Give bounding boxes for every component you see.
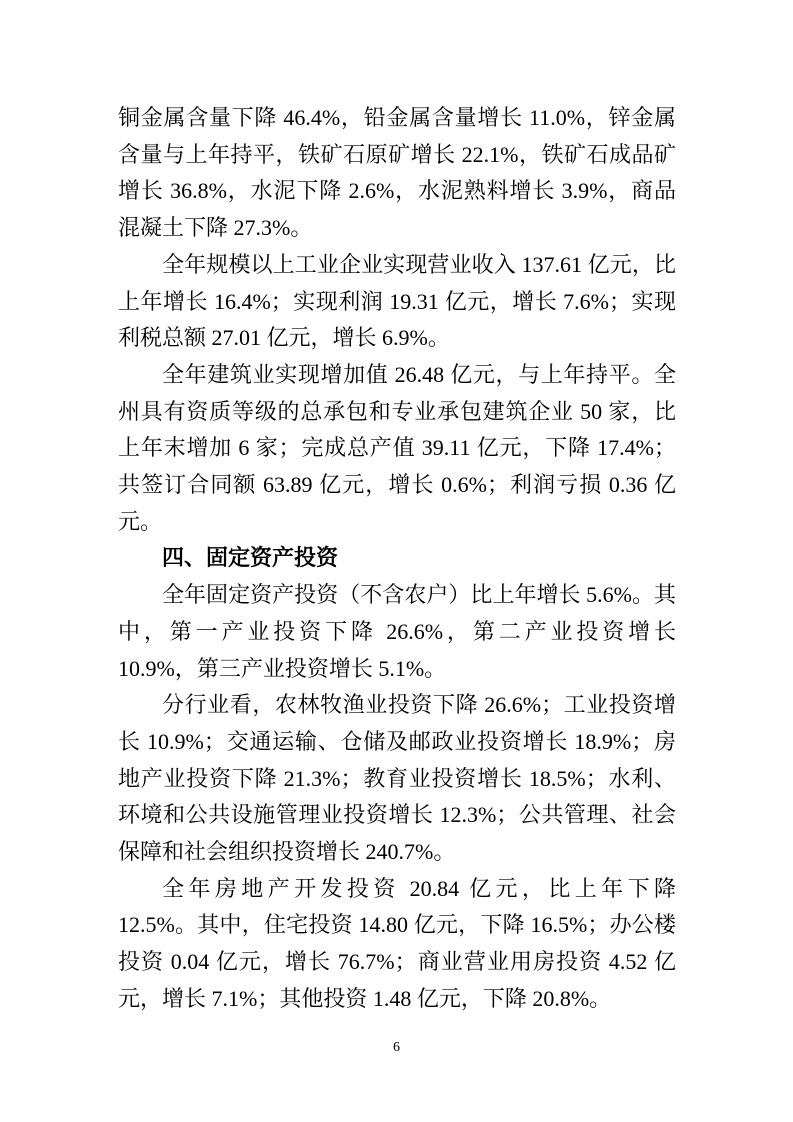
paragraph-investment-by-industry: 分行业看，农林牧渔业投资下降 26.6%；工业投资增长 10.9%；交通运输、仓储及邮政业投资增长 18.9%；房地产业投资下降 21.3%；教育业投资增长 18.5%；水利、环境和公共设施管理业投资增长 12.3%；公共管理、社会保障和社会组织投资增长 240.7%。 bbox=[118, 692, 676, 865]
page-number: 6 bbox=[393, 1040, 400, 1055]
paragraph-construction-industry: 全年建筑业实现增加值 26.48 亿元，与上年持平。全州具有资质等级的总承包和专业承包建筑企业 50 家，比上年末增加 6 家；完成总产值 39.11 亿元，下降 17.4%；共签订合同额 63.89 亿元，增长 0.6%；利润亏损 0.36 亿元。 bbox=[118, 361, 676, 534]
report-body bbox=[118, 100, 676, 1018]
paragraph-fixed-asset-investment-total: 全年固定资产投资（不含农户）比上年增长 5.6%。其中，第一产业投资下降 26.6%，第二产业投资增长 10.9%，第三产业投资增长 5.1%。 bbox=[118, 582, 676, 681]
paragraph-industrial-enterprises-revenue: 全年规模以上工业企业实现营业收入 137.61 亿元，比上年增长 16.4%；实现利润 19.31 亿元，增长 7.6%；实现利税总额 27.01 亿元，增长 6.9%。 bbox=[118, 251, 676, 351]
section-heading-fixed-asset-investment: 四、固定资产投资 bbox=[162, 545, 339, 571]
paragraph-industrial-products-output: 铜金属含量下降 46.4%，铅金属含量增长 11.0%，锌金属含量与上年持平，铁矿石原矿增长 22.1%，铁矿石成品矿增长 36.8%，水泥下降 2.6%，水泥熟料增长 3.9%，商品混凝土下降 27.3%。 bbox=[118, 105, 676, 241]
paragraph-real-estate-development-investment: 全年房地产开发投资 20.84 亿元，比上年下降 12.5%。其中，住宅投资 14.80 亿元，下降 16.5%；办公楼投资 0.04 亿元，增长 76.7%；商业营业用房投资 4.52 亿元，增长 7.1%；其他投资 1.48 亿元，下降 20.8%。 bbox=[118, 875, 676, 1011]
